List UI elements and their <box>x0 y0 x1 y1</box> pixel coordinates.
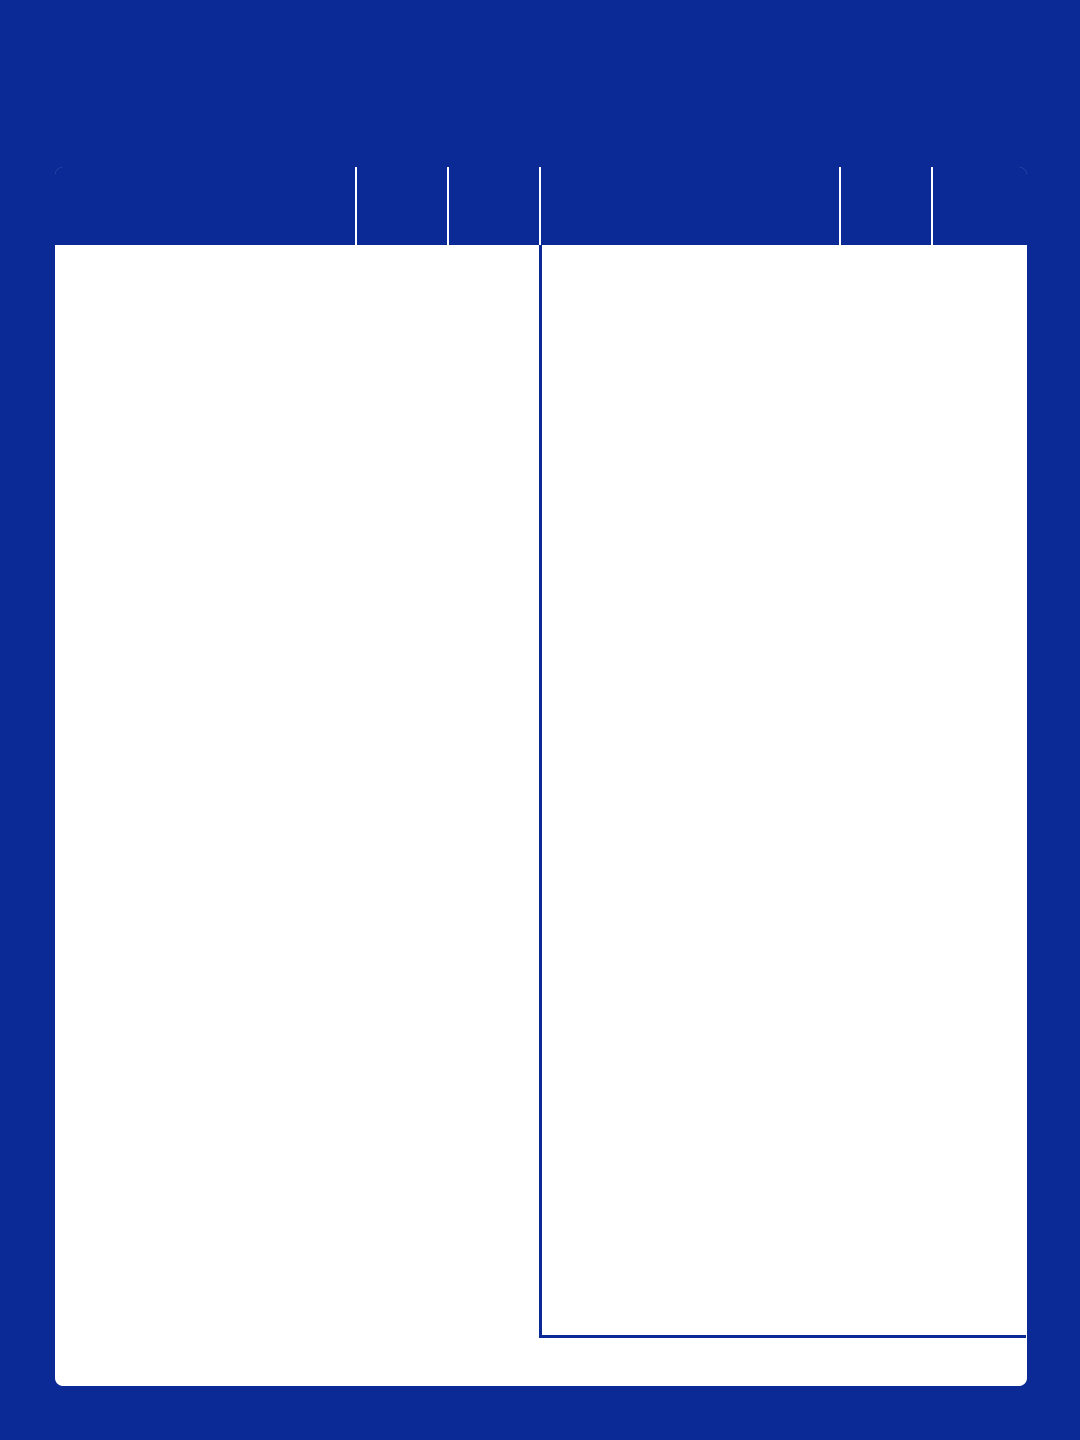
right-bottom-rule <box>542 1335 1026 1338</box>
nutrition-table <box>55 167 1027 1386</box>
column-divider <box>539 245 542 1338</box>
table-header-right <box>539 167 1027 245</box>
table-header-left <box>55 167 539 245</box>
